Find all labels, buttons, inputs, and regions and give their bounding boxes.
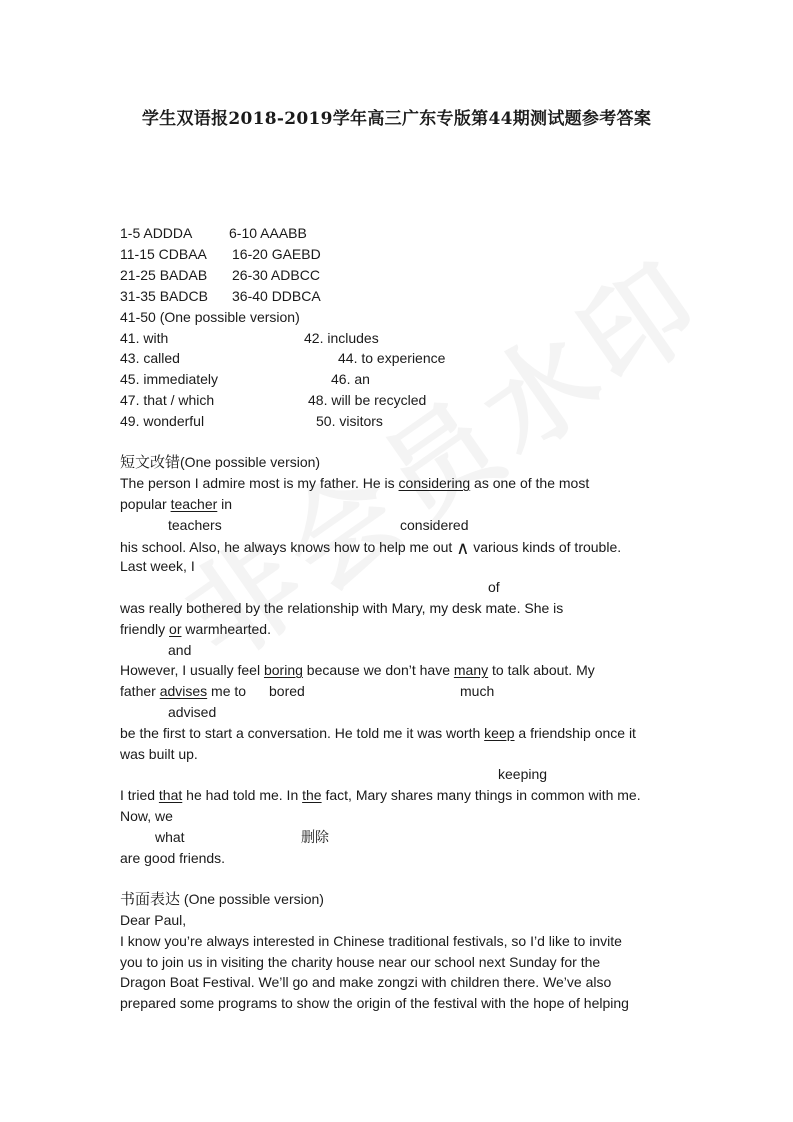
text: me to bbox=[207, 683, 247, 699]
correction-line-4: Last week, I bbox=[120, 558, 195, 574]
answer-43: 43. called bbox=[120, 350, 180, 366]
answer-44: 44. to experience bbox=[338, 350, 446, 366]
correction-line-5: was really bothered by the relationship with Mary, my desk mate. She is bbox=[120, 600, 564, 616]
answer-42: 42. includes bbox=[304, 330, 379, 346]
text: friendly bbox=[120, 621, 170, 637]
correction-line-12: Now, we bbox=[120, 808, 173, 824]
text: a friendship once it bbox=[514, 725, 636, 741]
text: However, I usually feel bbox=[120, 662, 264, 678]
correction-line-8 bbox=[120, 682, 246, 700]
answer-48: 48. will be recycled bbox=[308, 392, 427, 408]
text: various kinds of trouble. bbox=[469, 539, 622, 555]
correction-fix: keeping bbox=[498, 766, 548, 782]
text: I tried bbox=[120, 787, 159, 803]
answer-row-26-30: 26-30 ADBCC bbox=[232, 267, 320, 283]
correction-heading bbox=[120, 453, 320, 472]
error-word: considering bbox=[398, 475, 471, 491]
answer-row-31-35: 31-35 BADCB bbox=[120, 288, 208, 304]
error-word: the bbox=[302, 787, 322, 803]
text: as one of the most bbox=[470, 475, 590, 491]
answer-49: 49. wonderful bbox=[120, 413, 205, 429]
letter-greeting: Dear Paul, bbox=[120, 912, 187, 928]
error-word: boring bbox=[263, 662, 303, 678]
correction-line-7 bbox=[120, 661, 595, 679]
correction-line-3 bbox=[120, 537, 621, 556]
text: father bbox=[120, 683, 160, 699]
text: fact, Mary shares many things in common with me. bbox=[321, 787, 641, 803]
answer-46: 46. an bbox=[331, 371, 370, 387]
error-word: that bbox=[158, 787, 183, 803]
answer-row-6-10: 6-10 AAABB bbox=[229, 225, 307, 241]
correction-line-9 bbox=[120, 724, 636, 742]
correction-fix: bored bbox=[269, 683, 305, 699]
answer-row-11-15: 11-15 CDBAA bbox=[120, 246, 207, 262]
text: he had told me. In bbox=[182, 787, 303, 803]
text: because we don’t have bbox=[302, 662, 454, 678]
correction-fix: 删除 bbox=[301, 829, 329, 845]
answer-row-1-5: 1-5 ADDDA bbox=[120, 225, 193, 241]
letter-line-1: I know you’re always interested in Chinese traditional festivals, so I’d like to invite bbox=[120, 933, 622, 949]
answer-47: 47. that / which bbox=[120, 392, 215, 408]
correction-fix: teachers bbox=[168, 517, 222, 533]
error-word: many bbox=[453, 662, 489, 678]
error-word: teacher bbox=[170, 496, 218, 512]
correction-line-11 bbox=[120, 786, 641, 804]
text: The person I admire most is my father. He is bbox=[120, 475, 399, 491]
text: his school. Also, he always knows how to help me out bbox=[120, 539, 457, 555]
correction-line-6 bbox=[120, 620, 271, 638]
answer-50: 50. visitors bbox=[316, 413, 383, 429]
correction-line-1 bbox=[120, 474, 589, 492]
correction-fix: and bbox=[168, 642, 192, 658]
error-word: advises bbox=[159, 683, 208, 699]
error-word: or bbox=[169, 621, 182, 637]
answer-45: 45. immediately bbox=[120, 371, 219, 387]
correction-fix: considered bbox=[400, 517, 469, 533]
correction-heading-label: 短文改错 bbox=[120, 454, 181, 471]
text: popular bbox=[120, 496, 171, 512]
answer-row-21-25: 21-25 BADAB bbox=[120, 267, 208, 283]
text: warmhearted. bbox=[181, 621, 271, 637]
insert-caret: ∧ bbox=[456, 538, 470, 558]
letter-line-2: you to join us in visiting the charity house near our school next Sunday for the bbox=[120, 954, 601, 970]
text: to talk about. My bbox=[488, 662, 595, 678]
error-word: keep bbox=[484, 725, 515, 741]
writing-heading-note: (One possible version) bbox=[180, 891, 324, 907]
answer-row-36-40: 36-40 DDBCA bbox=[232, 288, 321, 304]
text: in bbox=[217, 496, 233, 512]
answer-row-16-20: 16-20 GAEBD bbox=[232, 246, 321, 262]
correction-line-2 bbox=[120, 495, 232, 513]
correction-fix: what bbox=[155, 829, 185, 845]
version-note: 41-50 (One possible version) bbox=[120, 309, 300, 325]
letter-line-3: Dragon Boat Festival. We’ll go and make zongzi with children there. We’ve also bbox=[120, 974, 612, 990]
correction-heading-note: (One possible version) bbox=[180, 454, 321, 470]
correction-fix: of bbox=[488, 579, 500, 595]
correction-line-13: are good friends. bbox=[120, 850, 226, 866]
answer-41: 41. with bbox=[120, 330, 169, 346]
correction-fix: much bbox=[460, 683, 495, 699]
correction-line-10: was built up. bbox=[120, 746, 198, 762]
page-title: 学生双语报2018-2019学年高三广东专版第44期测试题参考答案 bbox=[141, 109, 652, 129]
letter-line-4: prepared some programs to show the origin of the festival with the hope of helping bbox=[120, 995, 629, 1011]
correction-fix: advised bbox=[168, 704, 217, 720]
text: be the first to start a conversation. He told me it was worth bbox=[120, 725, 485, 741]
writing-heading-label: 书面表达 bbox=[120, 891, 181, 908]
writing-heading bbox=[120, 890, 324, 909]
